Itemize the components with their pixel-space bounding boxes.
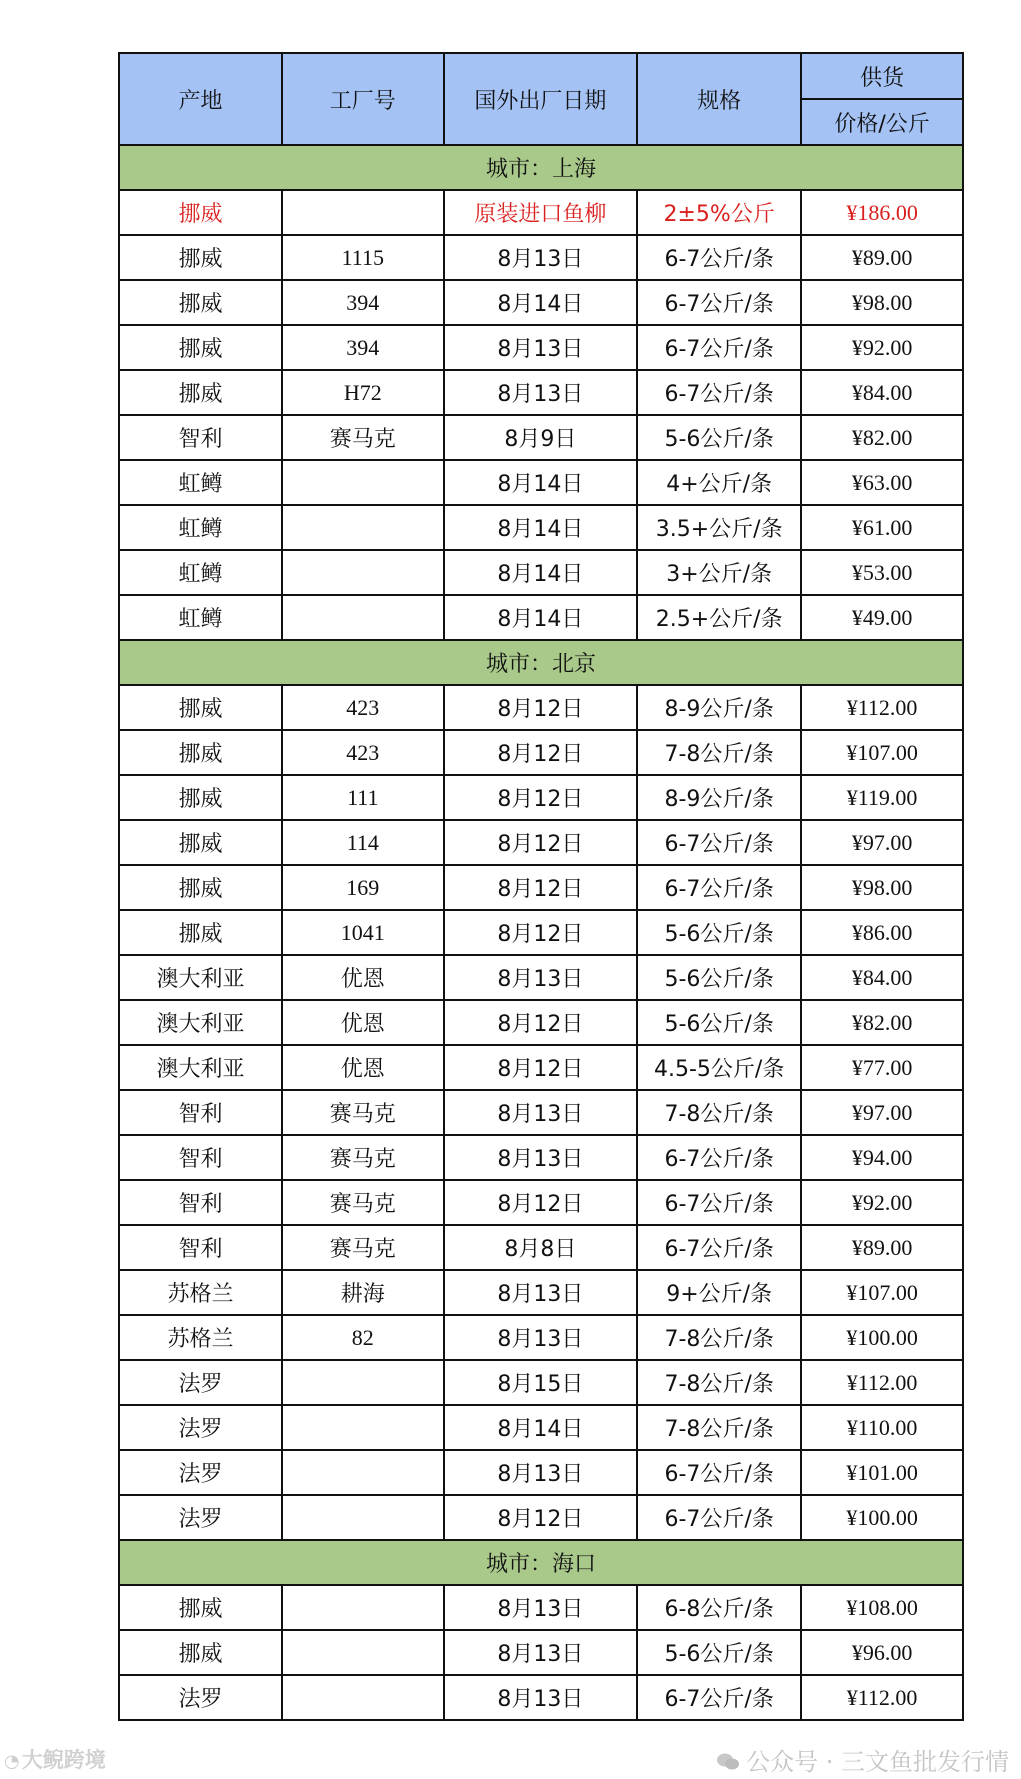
cell-export-date: 8月9日 (444, 415, 637, 460)
cell-spec: 6-7公斤/条 (637, 865, 801, 910)
cell-price: ¥108.00 (801, 1585, 963, 1630)
table-row (119, 1630, 963, 1675)
cell-origin: 苏格兰 (119, 1270, 282, 1315)
cell-price: ¥94.00 (801, 1135, 963, 1180)
cell-origin: 挪威 (119, 730, 282, 775)
cell-factory-no: 赛马克 (282, 415, 444, 460)
brand-logo-icon: ◔ (4, 1751, 20, 1772)
cell-price: ¥97.00 (801, 1090, 963, 1135)
cell-price: ¥112.00 (801, 1360, 963, 1405)
cell-price: ¥82.00 (801, 1000, 963, 1045)
cell-price: ¥86.00 (801, 910, 963, 955)
cell-origin: 虹鳟 (119, 505, 282, 550)
table-row (119, 235, 963, 280)
cell-origin: 智利 (119, 1135, 282, 1180)
cell-origin: 虹鳟 (119, 460, 282, 505)
cell-price: ¥92.00 (801, 325, 963, 370)
price-table (118, 52, 964, 1721)
cell-origin: 智利 (119, 1090, 282, 1135)
cell-export-date: 8月13日 (444, 1585, 637, 1630)
cell-price: ¥107.00 (801, 1270, 963, 1315)
table-row (119, 460, 963, 505)
cell-spec: 3.5+公斤/条 (637, 505, 801, 550)
cell-factory-no: 1041 (282, 910, 444, 955)
cell-export-date: 8月13日 (444, 1450, 637, 1495)
header-price-per-kg: 价格/公斤 (801, 99, 963, 145)
table-row (119, 1495, 963, 1540)
table-row (119, 1360, 963, 1405)
cell-spec: 8-9公斤/条 (637, 775, 801, 820)
cell-origin: 苏格兰 (119, 1315, 282, 1360)
cell-export-date: 8月13日 (444, 235, 637, 280)
cell-spec: 4+公斤/条 (637, 460, 801, 505)
cell-origin: 挪威 (119, 370, 282, 415)
cell-spec: 6-7公斤/条 (637, 1135, 801, 1180)
table-row (119, 190, 963, 235)
cell-spec: 6-7公斤/条 (637, 370, 801, 415)
cell-spec: 5-6公斤/条 (637, 955, 801, 1000)
cell-spec: 6-7公斤/条 (637, 1495, 801, 1540)
cell-price: ¥119.00 (801, 775, 963, 820)
table-row (119, 1225, 963, 1270)
cell-factory-no (282, 1495, 444, 1540)
cell-price: ¥101.00 (801, 1450, 963, 1495)
header-spec: 规格 (637, 53, 801, 145)
cell-spec: 2.5+公斤/条 (637, 595, 801, 640)
cell-price: ¥82.00 (801, 415, 963, 460)
cell-export-date: 8月14日 (444, 280, 637, 325)
cell-origin: 虹鳟 (119, 550, 282, 595)
cell-factory-no: 394 (282, 325, 444, 370)
cell-factory-no: 优恩 (282, 1000, 444, 1045)
cell-factory-no: H72 (282, 370, 444, 415)
cell-spec: 6-7公斤/条 (637, 1675, 801, 1720)
cell-export-date: 8月14日 (444, 460, 637, 505)
table-row (119, 1315, 963, 1360)
cell-origin: 澳大利亚 (119, 1045, 282, 1090)
cell-origin: 挪威 (119, 1630, 282, 1675)
cell-export-date: 8月15日 (444, 1360, 637, 1405)
cell-spec: 5-6公斤/条 (637, 1000, 801, 1045)
table-row (119, 370, 963, 415)
table-row (119, 325, 963, 370)
city-section-row (119, 145, 963, 190)
cell-factory-no (282, 190, 444, 235)
cell-origin: 法罗 (119, 1675, 282, 1720)
cell-price: ¥100.00 (801, 1315, 963, 1360)
cell-origin: 虹鳟 (119, 595, 282, 640)
cell-factory-no: 1115 (282, 235, 444, 280)
table-row (119, 1675, 963, 1720)
cell-export-date: 8月12日 (444, 1180, 637, 1225)
cell-spec: 2±5%公斤 (637, 190, 801, 235)
cell-price: ¥49.00 (801, 595, 963, 640)
cell-price: ¥112.00 (801, 685, 963, 730)
cell-origin: 挪威 (119, 1585, 282, 1630)
cell-origin: 挪威 (119, 190, 282, 235)
city-section-row (119, 1540, 963, 1585)
cell-export-date: 8月8日 (444, 1225, 637, 1270)
table-row (119, 820, 963, 865)
cell-price: ¥186.00 (801, 190, 963, 235)
cell-price: ¥61.00 (801, 505, 963, 550)
cell-spec: 7-8公斤/条 (637, 730, 801, 775)
city-label: 城市：北京 (119, 640, 963, 685)
table-header (119, 53, 963, 145)
cell-origin: 澳大利亚 (119, 955, 282, 1000)
cell-price: ¥92.00 (801, 1180, 963, 1225)
cell-export-date: 8月12日 (444, 1000, 637, 1045)
cell-spec: 5-6公斤/条 (637, 415, 801, 460)
table-row (119, 865, 963, 910)
cell-factory-no (282, 1405, 444, 1450)
table-row (119, 955, 963, 1000)
cell-export-date: 8月12日 (444, 730, 637, 775)
watermark-right-text: 公众号 · 三文鱼批发行情 (746, 1748, 1009, 1776)
cell-factory-no (282, 505, 444, 550)
cell-spec: 5-6公斤/条 (637, 910, 801, 955)
cell-factory-no: 394 (282, 280, 444, 325)
table-row (119, 1450, 963, 1495)
cell-spec: 6-7公斤/条 (637, 280, 801, 325)
cell-spec: 7-8公斤/条 (637, 1315, 801, 1360)
cell-export-date: 8月14日 (444, 1405, 637, 1450)
cell-origin: 挪威 (119, 865, 282, 910)
table-row (119, 550, 963, 595)
cell-origin: 澳大利亚 (119, 1000, 282, 1045)
cell-spec: 6-8公斤/条 (637, 1585, 801, 1630)
cell-price: ¥107.00 (801, 730, 963, 775)
cell-spec: 7-8公斤/条 (637, 1405, 801, 1450)
header-factory-no: 工厂号 (282, 53, 444, 145)
cell-price: ¥63.00 (801, 460, 963, 505)
cell-factory-no: 赛马克 (282, 1225, 444, 1270)
header-origin: 产地 (119, 53, 282, 145)
cell-origin: 挪威 (119, 820, 282, 865)
cell-export-date: 8月13日 (444, 1675, 637, 1720)
watermark-right (716, 1742, 1009, 1777)
cell-spec: 6-7公斤/条 (637, 235, 801, 280)
cell-factory-no (282, 550, 444, 595)
city-section-row (119, 640, 963, 685)
table-row (119, 415, 963, 460)
cell-factory-no: 赛马克 (282, 1090, 444, 1135)
cell-export-date: 8月13日 (444, 370, 637, 415)
table-row (119, 1090, 963, 1135)
city-label: 城市：海口 (119, 1540, 963, 1585)
cell-origin: 挪威 (119, 775, 282, 820)
cell-factory-no (282, 1630, 444, 1675)
table-row (119, 730, 963, 775)
cell-price: ¥89.00 (801, 1225, 963, 1270)
cell-origin: 法罗 (119, 1495, 282, 1540)
cell-origin: 挪威 (119, 910, 282, 955)
table-row (119, 685, 963, 730)
cell-origin: 法罗 (119, 1450, 282, 1495)
cell-export-date: 原装进口鱼柳 (444, 190, 637, 235)
cell-price: ¥77.00 (801, 1045, 963, 1090)
cell-price: ¥53.00 (801, 550, 963, 595)
cell-factory-no (282, 1360, 444, 1405)
cell-factory-no: 赛马克 (282, 1135, 444, 1180)
cell-export-date: 8月14日 (444, 595, 637, 640)
cell-factory-no (282, 1675, 444, 1720)
table-row (119, 910, 963, 955)
cell-factory-no: 114 (282, 820, 444, 865)
city-label: 城市：上海 (119, 145, 963, 190)
cell-spec: 6-7公斤/条 (637, 1450, 801, 1495)
cell-factory-no: 耕海 (282, 1270, 444, 1315)
cell-price: ¥110.00 (801, 1405, 963, 1450)
cell-factory-no: 优恩 (282, 955, 444, 1000)
cell-export-date: 8月12日 (444, 820, 637, 865)
cell-spec: 9+公斤/条 (637, 1270, 801, 1315)
cell-export-date: 8月12日 (444, 685, 637, 730)
wechat-icon (716, 1752, 740, 1772)
header-export-date: 国外出厂日期 (444, 53, 637, 145)
cell-origin: 智利 (119, 415, 282, 460)
watermark-left-text: 大鲵跨境 (21, 1748, 106, 1772)
cell-origin: 法罗 (119, 1360, 282, 1405)
cell-export-date: 8月14日 (444, 550, 637, 595)
cell-price: ¥97.00 (801, 820, 963, 865)
cell-factory-no (282, 595, 444, 640)
cell-spec: 4.5-5公斤/条 (637, 1045, 801, 1090)
table-row (119, 505, 963, 550)
cell-origin: 智利 (119, 1180, 282, 1225)
table-row (119, 280, 963, 325)
cell-export-date: 8月13日 (444, 1270, 637, 1315)
table-row (119, 1135, 963, 1180)
cell-spec: 5-6公斤/条 (637, 1630, 801, 1675)
cell-origin: 挪威 (119, 685, 282, 730)
table-row (119, 1270, 963, 1315)
cell-export-date: 8月13日 (444, 1135, 637, 1180)
table-row (119, 595, 963, 640)
cell-origin: 挪威 (119, 280, 282, 325)
header-supply: 供货 (801, 53, 963, 99)
cell-export-date: 8月14日 (444, 505, 637, 550)
cell-export-date: 8月12日 (444, 775, 637, 820)
cell-export-date: 8月12日 (444, 865, 637, 910)
cell-factory-no: 82 (282, 1315, 444, 1360)
table-row (119, 1405, 963, 1450)
cell-price: ¥100.00 (801, 1495, 963, 1540)
cell-factory-no (282, 1585, 444, 1630)
cell-origin: 智利 (119, 1225, 282, 1270)
table-row (119, 1180, 963, 1225)
cell-factory-no: 169 (282, 865, 444, 910)
cell-spec: 6-7公斤/条 (637, 325, 801, 370)
cell-price: ¥96.00 (801, 1630, 963, 1675)
cell-price: ¥112.00 (801, 1675, 963, 1720)
table-row (119, 1585, 963, 1630)
cell-factory-no (282, 460, 444, 505)
cell-factory-no: 423 (282, 685, 444, 730)
watermark-left (4, 1744, 106, 1774)
cell-export-date: 8月12日 (444, 1045, 637, 1090)
cell-export-date: 8月13日 (444, 325, 637, 370)
cell-spec: 6-7公斤/条 (637, 1180, 801, 1225)
cell-export-date: 8月13日 (444, 1630, 637, 1675)
table-body (119, 145, 963, 1720)
table-row (119, 1000, 963, 1045)
table-row (119, 1045, 963, 1090)
cell-spec: 3+公斤/条 (637, 550, 801, 595)
footer (0, 1740, 1021, 1779)
cell-spec: 6-7公斤/条 (637, 820, 801, 865)
cell-factory-no: 423 (282, 730, 444, 775)
cell-export-date: 8月13日 (444, 955, 637, 1000)
cell-origin: 法罗 (119, 1405, 282, 1450)
cell-export-date: 8月13日 (444, 1090, 637, 1135)
cell-price: ¥84.00 (801, 370, 963, 415)
cell-price: ¥98.00 (801, 280, 963, 325)
cell-factory-no: 赛马克 (282, 1180, 444, 1225)
cell-spec: 7-8公斤/条 (637, 1360, 801, 1405)
cell-spec: 6-7公斤/条 (637, 1225, 801, 1270)
table-row (119, 775, 963, 820)
cell-price: ¥89.00 (801, 235, 963, 280)
cell-factory-no (282, 1450, 444, 1495)
cell-export-date: 8月12日 (444, 1495, 637, 1540)
cell-origin: 挪威 (119, 235, 282, 280)
cell-spec: 8-9公斤/条 (637, 685, 801, 730)
cell-price: ¥98.00 (801, 865, 963, 910)
cell-factory-no: 111 (282, 775, 444, 820)
cell-export-date: 8月13日 (444, 1315, 637, 1360)
cell-origin: 挪威 (119, 325, 282, 370)
cell-price: ¥84.00 (801, 955, 963, 1000)
cell-spec: 7-8公斤/条 (637, 1090, 801, 1135)
cell-factory-no: 优恩 (282, 1045, 444, 1090)
cell-export-date: 8月12日 (444, 910, 637, 955)
